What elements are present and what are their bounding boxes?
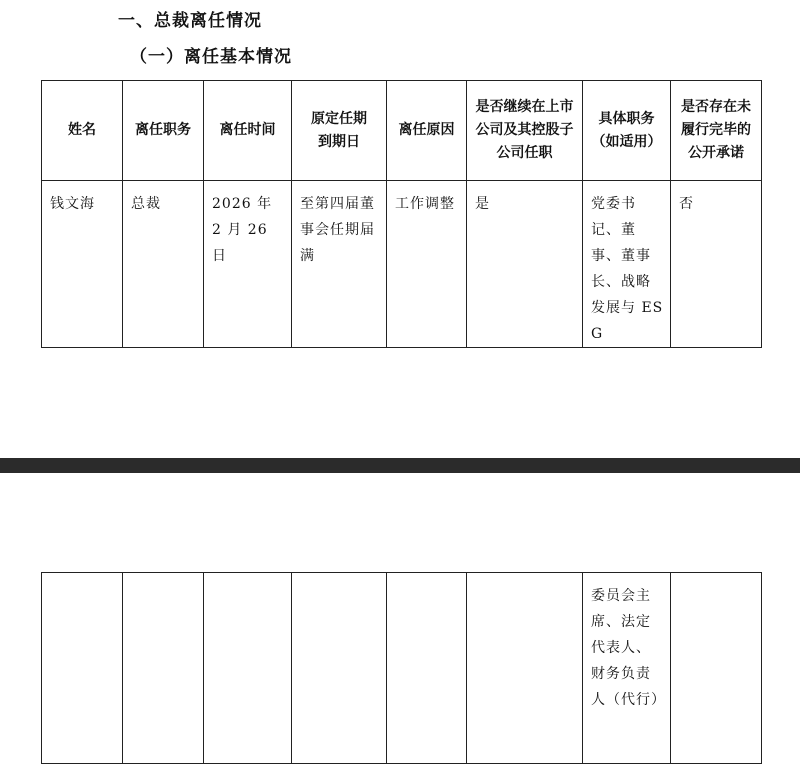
table-row (42, 181, 762, 348)
header-duties: 具体职务（如适用） (583, 81, 671, 181)
resignation-table-continued (41, 572, 762, 764)
cell-duties-continued-text: 委员会主席、法定代表人、财务负责人（代行） (591, 588, 666, 708)
cell-empty (467, 573, 583, 764)
header-continue: 是否继续在上市公司及其控股子公司任职 (467, 81, 583, 181)
page-separator (0, 458, 800, 473)
cell-name-text: 钱文海 (50, 196, 95, 212)
section-heading: 一、总裁离任情况 (118, 11, 262, 31)
cell-position-text: 总裁 (131, 196, 161, 212)
cell-date-text: 2026 年 2 月 26 日 (212, 196, 273, 264)
cell-reason (387, 181, 467, 348)
table-header-row (42, 81, 762, 181)
cell-continue (467, 181, 583, 348)
cell-name (42, 181, 123, 348)
subsection-heading: （一）离任基本情况 (130, 47, 292, 67)
document-page-2 (0, 473, 800, 764)
cell-term-end (292, 181, 387, 348)
cell-reason-text: 工作调整 (395, 196, 455, 212)
header-position: 离任职务 (123, 81, 204, 181)
cell-position (123, 181, 204, 348)
cell-empty (123, 573, 204, 764)
cell-duties-text: 党委书记、董事、董事长、战略发展与 ESG (591, 196, 664, 342)
cell-term-end-text: 至第四届董事会任期届满 (300, 196, 375, 264)
header-term-end: 原定任期到期日 (292, 81, 387, 181)
cell-commitment-text: 否 (679, 196, 694, 212)
header-reason: 离任原因 (387, 81, 467, 181)
cell-date (204, 181, 292, 348)
header-commitment: 是否存在未履行完毕的公开承诺 (671, 81, 762, 181)
cell-empty (292, 573, 387, 764)
cell-commitment (671, 181, 762, 348)
cell-empty (671, 573, 762, 764)
header-name: 姓名 (42, 81, 123, 181)
cell-empty (42, 573, 123, 764)
cell-duties-continued (583, 573, 671, 764)
cell-empty (204, 573, 292, 764)
header-date: 离任时间 (204, 81, 292, 181)
table-row (42, 573, 762, 764)
resignation-table (41, 80, 762, 348)
cell-empty (387, 573, 467, 764)
cell-continue-text: 是 (475, 196, 490, 212)
cell-duties (583, 181, 671, 348)
